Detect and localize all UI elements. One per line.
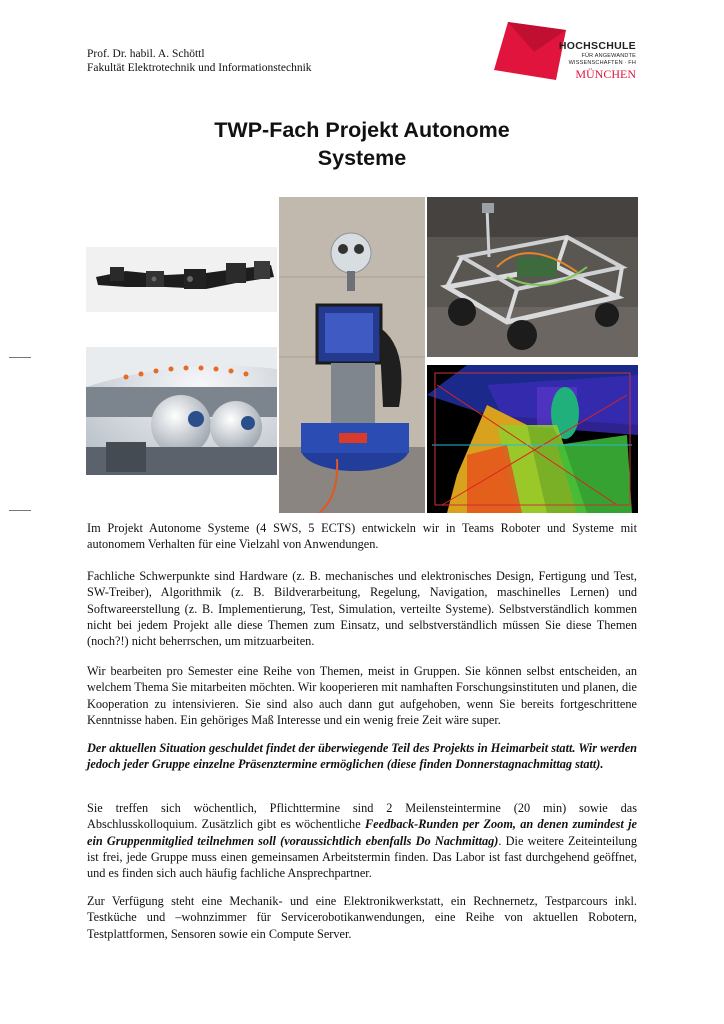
logo-mark-icon [494,22,574,82]
pointcloud-photo [427,365,638,513]
robot-arm-photo [86,247,277,312]
faculty-name: Fakultät Elektrotechnik und Informationstechnik [87,62,312,74]
margin-mark [9,357,31,358]
title-line1: TWP-Fach Projekt Autonome [214,118,510,142]
meetings-text-feedback: Feedback-Runden per Zoom, an denen zumindest je ein Gruppenmitglied teilnehmen soll (voraussichtlich ebenfalls Do Nachmittag) [87,817,637,848]
paragraph-meetings [87,800,637,881]
logo-line3: WISSENSCHAFTEN · FH [568,60,636,66]
university-logo [494,22,644,82]
title-line2: Systeme [317,146,407,170]
robot-head-closeup-photo [86,347,277,475]
paragraph-facilities: Zur Verfügung steht eine Mechanik- und eine Elektronikwerkstatt, ein Rechnernetz, Testparcours inkl. Testküche und –wohnzimmer für Servicerobotikanwendungen, eine Reihe von aktuellen Robotern, Testplattformen, Sensoren sowie ein Compute Server. [87,894,637,941]
paragraph-topics: Wir bearbeiten pro Semester eine Reihe von Themen, meist in Gruppen. Sie können selbst entscheiden, an welchem Thema Sie mitarbeiten möchten. Wir kooperieren mit namhaften Forschungsinstituten und planen, die Kooperation zu intensivieren. Sie sind also auch dann gut aufgehoben, wenn Sie bereits fortgeschrittene Kenntnisse haben. Ein gehöriges Maß Interesse und ein wenig freie Zeit wäre super. [87,664,637,727]
service-robot-photo [279,197,425,513]
author-name: Prof. Dr. habil. A. Schöttl [87,48,205,60]
page-title [0,116,724,172]
paragraph-focus-areas: Fachliche Schwerpunkte sind Hardware (z. B. mechanisches und elektronisches Design, Fertigung und Test, SW-Treiber), Algorithmik (z. B. Bildverarbeitung, Regelung, Navigation, maschinelles Lernen) und Softwareerstellung (z. B. Implementierung, Test, Simulation, verteilte Systeme). Selbstverständlich kommen nicht bei jedem Projekt alle diese Themen zum Einsatz, und selbstverständlich müssen Sie diese Themen (noch?!) nicht beherrschen, um mitzuarbeiten. [87,569,637,649]
paragraph-current-situation: Der aktuellen Situation geschuldet findet der überwiegende Teil des Projekts in Heimarbeit statt. Wir werden jedoch jeder Gruppe einzelne Präsenztermine ermöglichen (diese finden Donnerstagnachmittag statt). [87,741,637,772]
margin-mark [9,510,31,511]
robot-chassis-photo [427,197,638,357]
logo-line4: MÜNCHEN [575,67,636,81]
logo-line1: HOCHSCHULE [558,40,636,52]
meetings-text-c: . Die weitere Zeiteinteilung ist frei, jede Gruppe muss einen gemeinsamen Arbeitstermin finden. Das Labor ist fast durchgehend geöffnet, und es finden sich auch häufig fachliche Ansprechpartner. [87,833,637,881]
paragraph-intro: Im Projekt Autonome Systeme (4 SWS, 5 ECTS) entwickeln wir in Teams Roboter und Systeme mit autonomem Verhalten für eine Vielzahl von Anwendungen. [87,521,637,552]
meetings-text-a: Sie treffen sich wöchentlich, Pflichttermine sind 2 Meilensteintermine (20 min) sowie das Abschlusskolloquium. Zusätzlich gibt es wöchentliche [87,801,637,832]
logo-line2: FÜR ANGEWANDTE [581,53,636,59]
